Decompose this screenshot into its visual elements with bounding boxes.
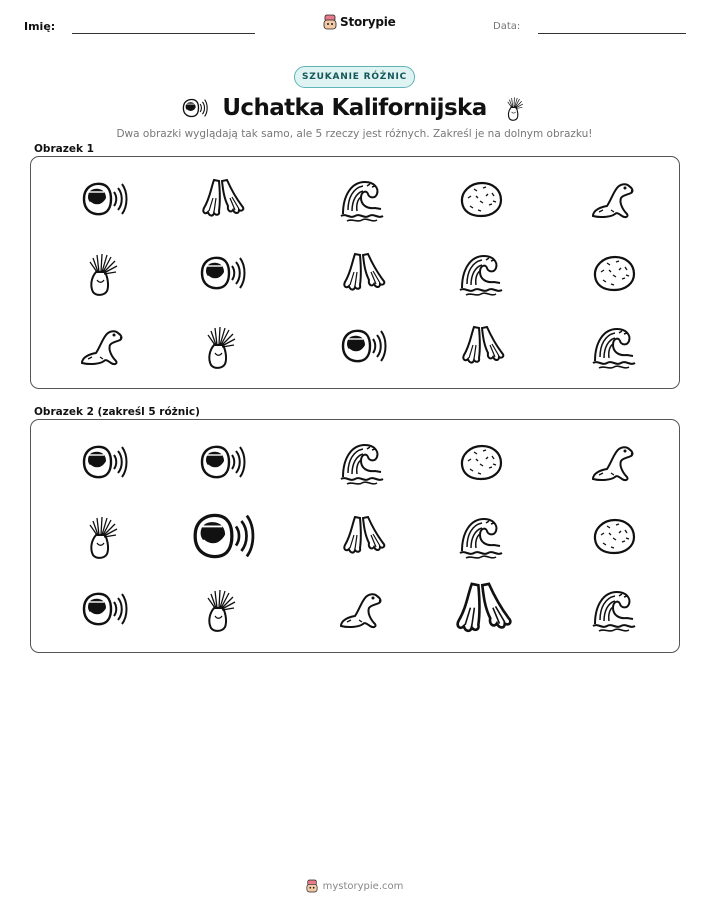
footer	[0, 879, 709, 893]
wave-icon	[589, 321, 639, 371]
wave-icon[interactable]	[337, 437, 387, 487]
instructions: Dwa obrazki wyglądają tak samo, ale 5 rzeczy jest różnych. Zakreśl je na dolnym obrazku!	[116, 128, 593, 140]
date-line[interactable]	[538, 33, 686, 34]
anemone-icon	[501, 94, 529, 122]
footer-url: mystorypie.com	[322, 880, 404, 892]
roar-icon[interactable]	[196, 437, 246, 487]
sea-lion-icon[interactable]	[589, 437, 639, 487]
anemone-icon	[196, 321, 246, 371]
sea-lion-icon	[589, 174, 639, 224]
storypie-mascot-icon	[306, 879, 318, 893]
rock-icon	[589, 248, 639, 298]
title-row	[0, 92, 709, 124]
roar-icon[interactable]	[78, 584, 128, 634]
roar-icon[interactable]	[187, 502, 255, 570]
name-label: Imię:	[24, 20, 56, 33]
roar-icon	[337, 321, 387, 371]
anemone-icon	[78, 248, 128, 298]
rock-icon[interactable]	[589, 511, 639, 561]
roar-icon	[180, 94, 208, 122]
flippers-icon[interactable]	[337, 511, 387, 561]
picture1-label: Obrazek 1	[34, 143, 94, 155]
page-title: Uchatka Kalifornijska	[222, 95, 487, 121]
picture2-label: Obrazek 2 (zakreśl 5 różnic)	[34, 406, 200, 418]
wave-icon[interactable]	[456, 511, 506, 561]
date-label: Data:	[493, 21, 521, 32]
brand-logo	[323, 14, 396, 30]
name-line[interactable]	[72, 33, 255, 34]
picture2-panel[interactable]	[30, 419, 680, 653]
wave-icon	[456, 248, 506, 298]
wave-icon	[337, 174, 387, 224]
anemone-icon[interactable]	[78, 511, 128, 561]
flippers-icon[interactable]	[448, 576, 514, 642]
storypie-mascot-icon	[323, 14, 337, 30]
wave-icon[interactable]	[589, 584, 639, 634]
sea-lion-icon[interactable]	[337, 584, 387, 634]
brand-name: Storypie	[340, 15, 396, 29]
rock-icon	[456, 174, 506, 224]
picture1-panel	[30, 156, 680, 389]
roar-icon[interactable]	[78, 437, 128, 487]
roar-icon	[196, 248, 246, 298]
flippers-icon	[456, 321, 506, 371]
roar-icon	[78, 174, 128, 224]
flippers-icon	[196, 174, 246, 224]
anemone-icon[interactable]	[196, 584, 246, 634]
rock-icon[interactable]	[456, 437, 506, 487]
sea-lion-icon	[78, 321, 128, 371]
flippers-icon	[337, 248, 387, 298]
activity-badge: SZUKANIE RÓŻNIC	[294, 66, 415, 88]
